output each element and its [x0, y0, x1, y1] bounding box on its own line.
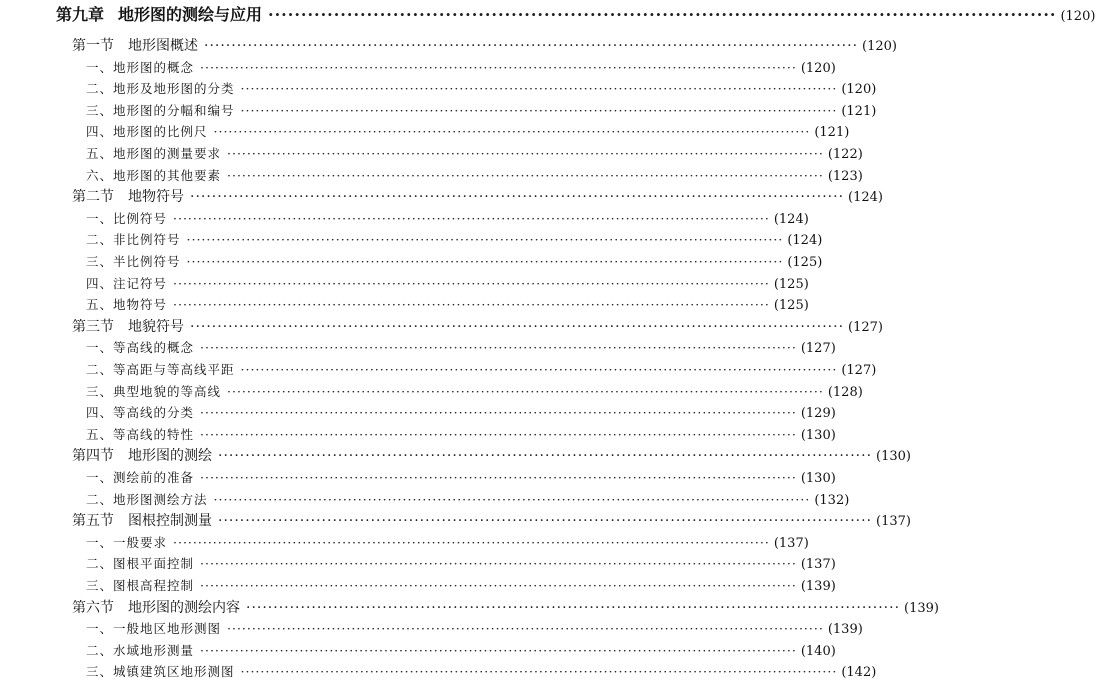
- item-title: 二、等高距与等高线平距: [86, 362, 235, 377]
- dot-leader: ························································································································: [200, 578, 797, 593]
- toc-item-title: [86, 641, 194, 661]
- toc-item-title: [86, 122, 208, 142]
- toc-item-title: [86, 425, 194, 445]
- dot-leader: ························································································································: [240, 664, 838, 680]
- dot-leader: ························································································································: [173, 275, 770, 291]
- page-number: (130): [876, 449, 911, 465]
- page-number: (139): [800, 579, 836, 594]
- item-title: 二、图根平面控制: [86, 556, 195, 572]
- section-title: 地貌符号: [128, 318, 184, 335]
- item-title: 四、等高线的分类: [86, 405, 195, 421]
- chapter-number: 第九章: [56, 5, 105, 24]
- dot-leader: ························································································································: [200, 470, 797, 485]
- page-number: (120): [800, 60, 836, 76]
- item-title: 一、一般地区地形测图: [86, 621, 222, 637]
- section-heading: [72, 511, 911, 531]
- item-title: 四、地形图的比例尺: [86, 124, 208, 140]
- page-number: (128): [827, 384, 863, 400]
- page-number: (125): [787, 255, 823, 270]
- page-number: (139): [904, 600, 939, 616]
- dot-leader: ························································································································: [227, 167, 824, 183]
- section-number: 第二节: [72, 189, 114, 206]
- toc-item: [86, 576, 836, 596]
- item-title: 五、地物符号: [86, 297, 168, 313]
- page-number: (139): [827, 622, 863, 638]
- section-heading-title: [72, 187, 184, 207]
- page-number: (122): [827, 147, 863, 162]
- dot-leader: ························································································································: [200, 642, 797, 658]
- item-title: 三、典型地貌的等高线: [86, 383, 222, 399]
- dot-leader: ························································································································: [200, 426, 797, 442]
- toc-item: [86, 619, 863, 639]
- toc-item: [86, 382, 863, 402]
- dot-leader: ························································································································: [240, 362, 838, 377]
- dot-leader: ························································································································: [186, 232, 784, 248]
- section-title: 图根控制测量: [128, 513, 212, 530]
- toc-item-title: [86, 533, 167, 553]
- dot-leader: ························································································································: [204, 38, 859, 54]
- dot-leader: ························································································································: [218, 513, 873, 530]
- toc-item: [86, 641, 836, 661]
- page-number: (137): [773, 535, 809, 551]
- toc-item: [86, 360, 877, 380]
- item-title: 三、地形图的分幅和编号: [86, 102, 235, 118]
- page-number: (120): [862, 39, 897, 54]
- page-number: (129): [800, 406, 836, 422]
- page-number: (127): [841, 363, 877, 378]
- dot-leader: ························································································································: [190, 318, 845, 335]
- section-heading: [72, 187, 883, 207]
- dot-leader: ························································································································: [190, 189, 845, 206]
- toc-item-title: [86, 252, 181, 272]
- toc-item-title: [86, 230, 181, 250]
- item-title: 五、等高线的特性: [86, 426, 195, 442]
- page-number: (137): [800, 557, 836, 573]
- toc-item-title: [86, 576, 194, 596]
- toc-item: [86, 230, 823, 250]
- toc-item-title: [86, 360, 235, 380]
- page-number: (132): [814, 492, 850, 508]
- section-number: 第四节: [72, 448, 114, 465]
- toc-item-title: [86, 338, 194, 358]
- page-number: (127): [848, 319, 883, 335]
- item-title: 二、地形图测绘方法: [86, 491, 208, 507]
- page-number: (130): [800, 427, 836, 443]
- toc-item: [86, 252, 823, 272]
- toc-item: [86, 338, 836, 358]
- section-number: 第五节: [72, 513, 114, 530]
- section-heading-title: [72, 598, 240, 618]
- page-number: (120): [841, 82, 877, 98]
- dot-leader: ························································································································: [227, 146, 824, 161]
- page-number: (130): [800, 471, 836, 486]
- item-title: 一、地形图的概念: [86, 59, 195, 75]
- chapter-heading: [56, 4, 1095, 26]
- item-title: 一、一般要求: [86, 534, 168, 550]
- toc-item-title: [86, 58, 194, 78]
- toc-item-title: [86, 166, 221, 186]
- dot-leader: ························································································································: [200, 59, 797, 75]
- toc-item-title: [86, 295, 167, 315]
- item-title: 六、地形图的其他要素: [86, 167, 222, 183]
- toc-item: [86, 295, 809, 315]
- section-title: 地物符号: [128, 189, 184, 206]
- page-number: (137): [876, 514, 911, 530]
- item-title: 一、比例符号: [86, 210, 168, 226]
- item-title: 三、图根高程控制: [86, 578, 195, 593]
- chapter-title: 地形图的测绘与应用: [118, 5, 263, 24]
- dot-leader: ························································································································: [200, 556, 797, 572]
- toc-item: [86, 144, 863, 164]
- section-number: 第三节: [72, 318, 114, 335]
- item-title: 一、测绘前的准备: [86, 470, 195, 485]
- page-number: (121): [841, 103, 877, 119]
- section-number: 第六节: [72, 599, 114, 616]
- item-title: 三、城镇建筑区地形测图: [86, 664, 235, 680]
- section-title: 地形图的测绘: [128, 448, 212, 465]
- section-title: 地形图的测绘内容: [128, 599, 240, 616]
- toc-item-title: [86, 490, 208, 510]
- toc-item: [86, 533, 809, 553]
- page-number: (123): [827, 168, 863, 184]
- page-number: (140): [800, 643, 836, 659]
- page-number: (125): [773, 276, 809, 292]
- toc-item: [86, 554, 836, 574]
- section-heading: [72, 36, 897, 56]
- toc-item: [86, 209, 809, 229]
- dot-leader: ························································································································: [200, 340, 797, 356]
- dot-leader: ························································································································: [213, 491, 811, 507]
- item-title: 二、非比例符号: [86, 232, 181, 248]
- dot-leader: ························································································································: [218, 448, 873, 465]
- toc-item-title: [86, 403, 194, 423]
- dot-leader: ························································································································: [240, 102, 838, 118]
- toc-item: [86, 101, 877, 121]
- toc-item-title: [86, 144, 221, 164]
- section-heading-title: [72, 511, 212, 531]
- page-number: (127): [800, 341, 836, 357]
- toc-item-title: [86, 382, 221, 402]
- item-title: 一、等高线的概念: [86, 340, 195, 356]
- toc-item-title: [86, 554, 194, 574]
- toc-item: [86, 79, 877, 99]
- page-number: (120): [1060, 9, 1095, 24]
- section-heading-title: [72, 446, 212, 466]
- item-title: 五、地形图的测量要求: [86, 146, 222, 161]
- item-title: 二、地形及地形图的分类: [86, 81, 235, 97]
- section-heading-title: [72, 317, 184, 337]
- section-heading: [72, 317, 883, 337]
- item-title: 三、半比例符号: [86, 254, 181, 269]
- section-heading-title: [72, 36, 198, 56]
- toc-item-title: [86, 209, 167, 229]
- dot-leader: ························································································································: [173, 210, 770, 226]
- section-heading: [72, 446, 911, 466]
- toc-item: [86, 425, 836, 445]
- toc-item-title: [86, 101, 235, 121]
- page-number: (124): [773, 211, 809, 227]
- toc-item: [86, 122, 850, 142]
- dot-leader: ························································································································: [227, 621, 824, 637]
- dot-leader: ························································································································: [268, 5, 1057, 24]
- toc-item: [86, 468, 836, 488]
- toc-item-title: [86, 79, 235, 99]
- dot-leader: ························································································································: [200, 405, 797, 421]
- dot-leader: ························································································································: [173, 534, 770, 550]
- page-number: (124): [848, 190, 883, 206]
- dot-leader: ························································································································: [246, 599, 901, 616]
- toc-item: [86, 403, 836, 423]
- toc-item: [86, 274, 809, 294]
- toc-item: [86, 58, 836, 78]
- toc-item-title: [86, 274, 167, 294]
- page-number: (142): [841, 665, 877, 681]
- dot-leader: ························································································································: [240, 81, 838, 97]
- page-number: (121): [814, 125, 850, 141]
- dot-leader: ························································································································: [186, 254, 784, 269]
- page-number: (124): [787, 233, 823, 249]
- toc-item: [86, 166, 863, 186]
- dot-leader: ························································································································: [173, 297, 770, 313]
- toc-item: [86, 490, 850, 510]
- toc-item: [86, 662, 877, 682]
- toc-item-title: [86, 468, 194, 488]
- chapter-heading-title: [56, 4, 262, 26]
- section-number: 第一节: [72, 38, 114, 54]
- item-title: 四、注记符号: [86, 275, 168, 291]
- section-heading: [72, 598, 939, 618]
- dot-leader: ························································································································: [213, 124, 811, 140]
- toc-item-title: [86, 662, 235, 682]
- item-title: 二、水域地形测量: [86, 642, 195, 658]
- toc-item-title: [86, 619, 221, 639]
- page-number: (125): [773, 298, 809, 314]
- section-title: 地形图概述: [128, 38, 198, 54]
- dot-leader: ························································································································: [227, 383, 824, 399]
